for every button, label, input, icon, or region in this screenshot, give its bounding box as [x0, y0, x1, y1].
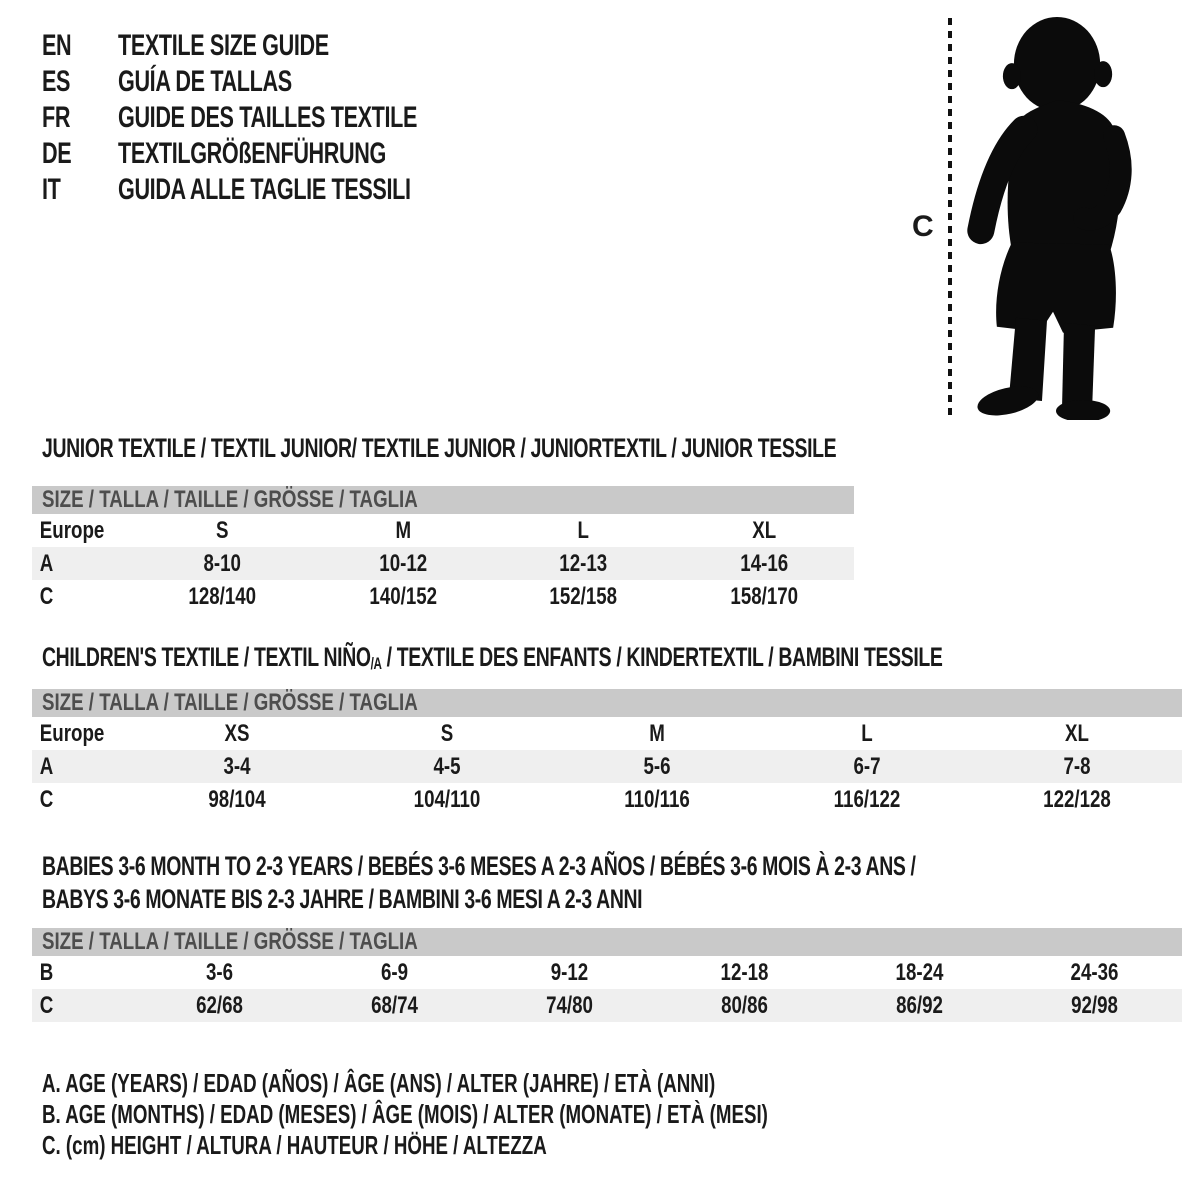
size-cell: 86/92 [896, 991, 943, 1019]
size-cell: 9-12 [550, 958, 589, 986]
size-cell: 24-36 [1070, 958, 1119, 986]
section-heading-junior [42, 432, 1145, 465]
size-table-header-label: SIZE / TALLA / TAILLE / GRÖSSE / TAGLIA [42, 486, 418, 513]
row-label: A [39, 549, 54, 577]
baby-silhouette-icon [963, 14, 1135, 420]
table-row-a [32, 750, 1182, 783]
heading-part: CHILDREN'S TEXTILE / TEXTIL NIÑO [42, 642, 371, 672]
size-cell: XL [1065, 719, 1089, 747]
row-label: C [39, 785, 54, 813]
section-heading-children [42, 641, 1200, 674]
language-list [42, 28, 533, 208]
heading-line [42, 850, 916, 883]
language-title: GUIDE DES TAILLES TEXTILE [118, 101, 418, 134]
size-table-header-label: SIZE / TALLA / TAILLE / GRÖSSE / TAGLIA [42, 689, 418, 716]
heading-line [42, 432, 836, 465]
language-row-es [42, 64, 533, 100]
size-cell: 80/86 [721, 991, 768, 1019]
language-code: IT [42, 173, 61, 206]
heading-part: JUNIOR TEXTILE / TEXTIL JUNIOR/ TEXTILE JUNIOR / JUNIORTEXTIL / JUNIOR TESSILE [42, 433, 837, 463]
language-row-de [42, 136, 533, 172]
size-cell: 122/128 [1043, 785, 1111, 813]
table-row-c [32, 989, 1182, 1022]
size-cell: 4-5 [433, 752, 461, 780]
heading-sub-part: /A [370, 655, 382, 674]
table-row-europe [32, 717, 1182, 750]
heading-line [42, 883, 916, 916]
heading-part: BABIES 3-6 MONTH TO 2-3 YEARS / BEBÉS 3-6 MESES A 2-3 AÑOS / BÉBÉS 3-6 MOIS À 2-3 ANS / [42, 851, 916, 881]
size-cell: 3-6 [205, 958, 234, 986]
row-label: Europe [39, 719, 105, 747]
size-cell: 92/98 [1071, 991, 1118, 1019]
language-title: GUIDA ALLE TAGLIE TESSILI [118, 173, 411, 206]
size-cell: L [577, 516, 589, 544]
heading-part: BABYS 3-6 MONATE BIS 2-3 JAHRE / BAMBINI 3-6 MESI A 2-3 ANNI [42, 884, 643, 914]
size-cell: 14-16 [739, 549, 788, 577]
size-cell: 152/158 [549, 582, 618, 610]
size-table-children [32, 689, 1182, 816]
size-cell: 68/74 [371, 991, 418, 1019]
row-label: B [39, 958, 54, 986]
language-title: GUÍA DE TALLAS [118, 65, 292, 98]
size-cell: 104/110 [413, 785, 481, 813]
language-row-fr [42, 100, 533, 136]
size-cell: M [649, 719, 665, 747]
size-table-header [32, 928, 1182, 956]
size-cell: 6-9 [380, 958, 409, 986]
size-cell: 140/152 [368, 582, 437, 610]
heading-line [42, 641, 943, 674]
size-cell: 128/140 [188, 582, 257, 610]
row-label: A [39, 752, 54, 780]
heading-part: / TEXTILE DES ENFANTS / KINDERTEXTIL / BAMBINI TESSILE [381, 642, 943, 672]
size-cell: 6-7 [853, 752, 881, 780]
legend-line-b: B. AGE (MONTHS) / EDAD (MESES) / ÂGE (MOIS) / ALTER (MONATE) / ETÀ (MESI) [42, 1099, 768, 1129]
language-code: FR [42, 101, 71, 134]
row-label: Europe [39, 516, 105, 544]
size-cell: 12-13 [559, 549, 608, 577]
legend-line-c: C. (cm) HEIGHT / ALTURA / HAUTEUR / HÖHE / ALTEZZA [42, 1130, 547, 1160]
size-cell: 8-10 [203, 549, 241, 577]
size-cell: XS [224, 719, 250, 747]
size-cell: 10-12 [378, 549, 427, 577]
size-cell: 158/170 [729, 582, 798, 610]
language-row-en [42, 28, 533, 64]
legend-line-a: A. AGE (YEARS) / EDAD (AÑOS) / ÂGE (ANS) / ALTER (JAHRE) / ETÀ (ANNI) [42, 1068, 716, 1098]
size-cell: S [440, 719, 454, 747]
size-cell: S [215, 516, 229, 544]
language-code: ES [42, 65, 71, 98]
size-cell: 12-18 [720, 958, 769, 986]
size-cell: 98/104 [208, 785, 266, 813]
language-row-it [42, 172, 533, 208]
table-row-europe [32, 514, 854, 547]
language-code: DE [42, 137, 72, 170]
size-cell: 62/68 [196, 991, 243, 1019]
size-cell: 3-4 [223, 752, 251, 780]
table-row-c [32, 580, 854, 613]
table-row-c [32, 783, 1182, 816]
size-cell: 5-6 [643, 752, 671, 780]
size-table-header [32, 486, 854, 514]
height-label-c: C [912, 210, 934, 243]
size-table-babies [32, 928, 1182, 1022]
size-cell: 7-8 [1063, 752, 1091, 780]
size-cell: M [394, 516, 411, 544]
size-cell: XL [751, 516, 776, 544]
section-heading-babies [42, 850, 1200, 916]
language-code: EN [42, 29, 72, 62]
legend [42, 1068, 1050, 1161]
language-title: TEXTILE SIZE GUIDE [118, 29, 329, 62]
height-dashed-line [948, 18, 952, 416]
row-label: C [39, 582, 54, 610]
size-cell: 116/122 [833, 785, 901, 813]
size-cell: 18-24 [895, 958, 944, 986]
table-row-a [32, 547, 854, 580]
size-table-header-label: SIZE / TALLA / TAILLE / GRÖSSE / TAGLIA [42, 928, 418, 955]
table-row-b [32, 956, 1182, 989]
size-table-header [32, 689, 1182, 717]
row-label: C [39, 991, 54, 1019]
language-title: TEXTILGRÖßENFÜHRUNG [118, 137, 386, 170]
size-cell: 110/116 [624, 785, 690, 813]
size-cell: L [861, 719, 873, 747]
size-cell: 74/80 [546, 991, 593, 1019]
size-table-junior [32, 486, 854, 613]
